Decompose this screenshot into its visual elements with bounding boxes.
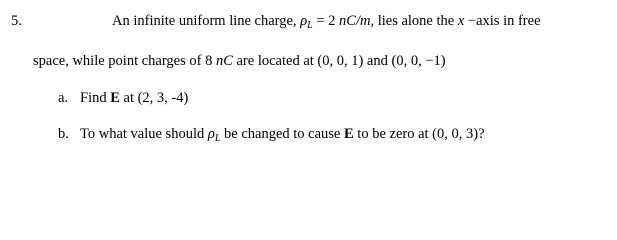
statement-text: An infinite uniform line charge, <box>112 13 301 29</box>
rho-symbol: ρ <box>207 126 215 142</box>
statement-text: space, while point charges of 8 <box>33 53 216 69</box>
rho-subscript: L <box>307 20 313 31</box>
statement-text: are located at (0, 0, 1) and (0, 0, −1) <box>232 53 446 69</box>
sub-question-b <box>58 125 485 143</box>
problem-number: 5. <box>11 13 22 29</box>
axis-variable: x <box>457 13 465 29</box>
field-symbol: E <box>110 90 120 106</box>
field-symbol: E <box>344 126 354 142</box>
sub-question-a <box>58 89 188 107</box>
problem-statement-line-2 <box>33 52 446 70</box>
question-text: be changed to cause <box>220 126 344 142</box>
question-text: to be zero at (0, 0, 3)? <box>353 126 485 142</box>
equals-value: = 2 <box>312 13 340 29</box>
charge-unit: nC <box>215 53 233 69</box>
statement-text: , lies alone the <box>370 13 458 29</box>
rho-symbol: ρ <box>300 13 308 29</box>
question-text: Find <box>80 90 111 106</box>
rho-subscript: L <box>214 133 221 144</box>
question-text: To what value should <box>80 126 208 142</box>
question-text: at (2, 3, -4) <box>119 90 189 106</box>
list-marker: b. <box>58 126 69 142</box>
list-marker: a. <box>58 90 69 106</box>
problem-statement-line-1 <box>112 12 541 30</box>
statement-text: −axis in free <box>464 13 541 29</box>
charge-unit: nC/m <box>339 13 371 29</box>
